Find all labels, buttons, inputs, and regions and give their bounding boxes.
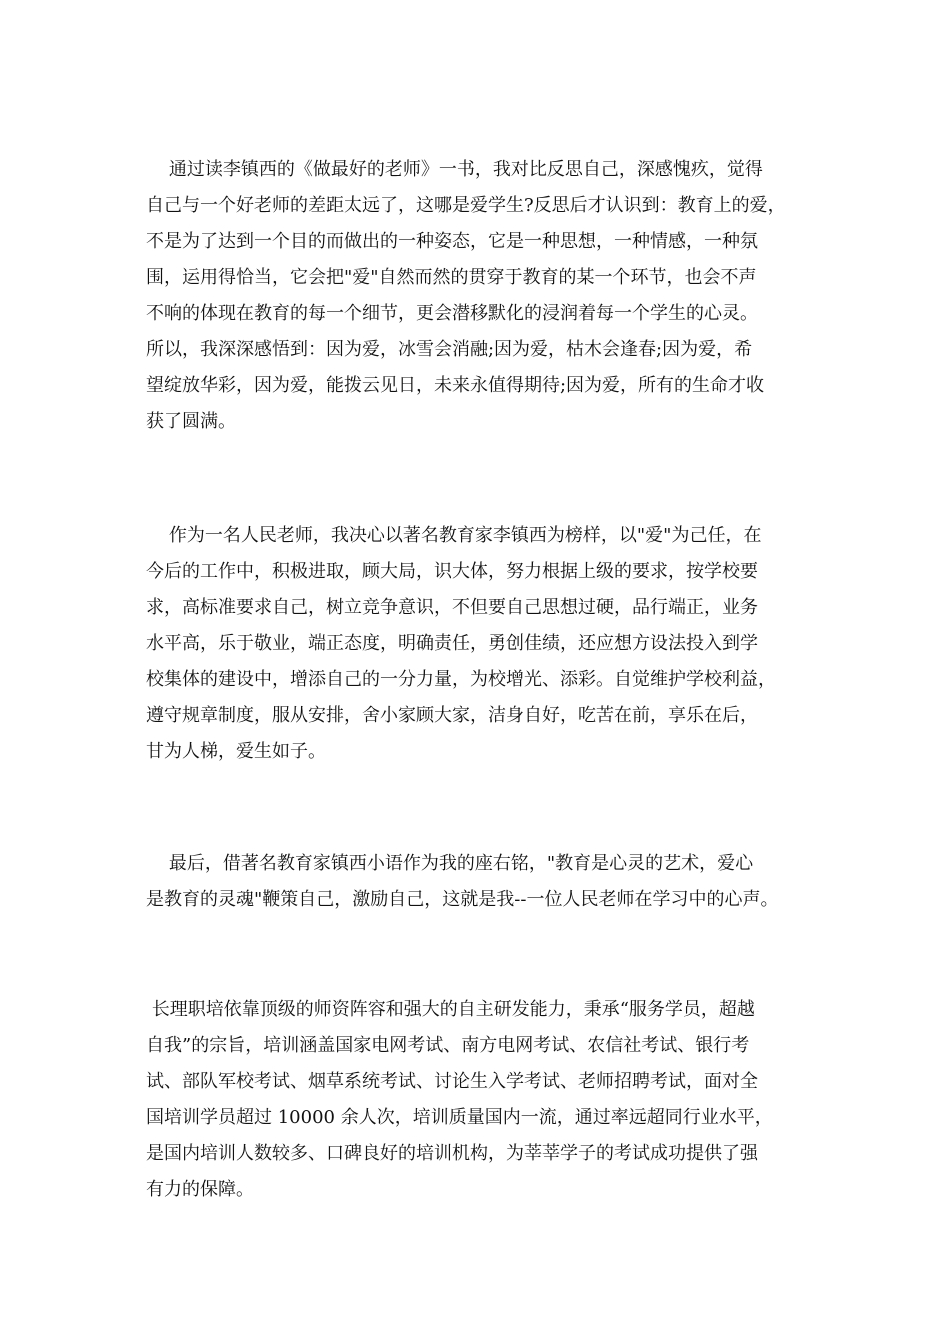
paragraph-advertisement (146, 992, 826, 1208)
text-line: 水平高，乐于敬业，端正态度，明确责任，勇创佳绩，还应想方设法投入到学 (146, 633, 758, 654)
paragraph-reflection (146, 152, 826, 440)
text-line: 作为一名人民老师，我决心以著名教育家李镇西为榜样，以"爱"为己任，在 (146, 525, 762, 546)
text-line: 今后的工作中，积极进取，顾大局，识大体，努力根据上级的要求，按学校要 (146, 561, 758, 582)
paragraph-motto (146, 846, 826, 918)
text-line: 所以，我深深感悟到：因为爱，冰雪会消融;因为爱，枯木会逢春;因为爱，希 (146, 339, 753, 360)
text-line: 获了圆满。 (146, 411, 236, 432)
text-line: 是国内培训人数较多、口碑良好的培训机构，为莘莘学子的考试成功提供了强 (146, 1143, 758, 1164)
text-line: 有力的保障。 (146, 1179, 254, 1200)
text-line: 是教育的灵魂"鞭策自己，激励自己，这就是我--一位人民老师在学习中的心声。 (146, 889, 779, 910)
text-line: 自我”的宗旨，培训涵盖国家电网考试、南方电网考试、农信社考试、银行考 (146, 1035, 750, 1056)
text-line: 通过读李镇西的《做最好的老师》一书，我对比反思自己，深感愧疚，觉得 (146, 159, 763, 180)
text-line: 试、部队军校考试、烟草系统考试、讨论生入学考试、老师招聘考试，面对全 (146, 1071, 758, 1092)
text-line: 不响的体现在教育的每一个细节，更会潜移默化的浸润着每一个学生的心灵。 (146, 303, 758, 324)
paragraph-resolution (146, 518, 826, 770)
text-line: 最后，借著名教育家镇西小语作为我的座右铭，"教育是心灵的艺术，爱心 (146, 853, 754, 874)
text-line: 望绽放华彩，因为爱，能拨云见日，未来永值得期待;因为爱，所有的生命才收 (146, 375, 765, 396)
text-line: 围，运用得恰当，它会把"爱"自然而然的贯穿于教育的某一个环节，也会不声 (146, 267, 757, 288)
text-line: 长理职培依靠顶级的师资阵容和强大的自主研发能力，秉承“服务学员，超越 (146, 999, 755, 1020)
text-line: 自己与一个好老师的差距太远了，这哪是爱学生?反思后才认识到：教育上的爱， (146, 195, 786, 216)
text-line: 求，高标准要求自己，树立竞争意识，不但要自己思想过硬，品行端正，业务 (146, 597, 758, 618)
text-line: 校集体的建设中，增添自己的一分力量，为校增光、添彩。自觉维护学校利益， (146, 669, 776, 690)
text-line: 不是为了达到一个目的而做出的一种姿态，它是一种思想，一种情感，一种氛 (146, 231, 758, 252)
text-line: 甘为人梯，爱生如子。 (146, 741, 326, 762)
text-line: 国培训学员超过 10000 余人次，培训质量国内一流，通过率远超同行业水平， (146, 1107, 773, 1128)
text-line: 遵守规章制度，服从安排，舍小家顾大家，洁身自好，吃苦在前，享乐在后， (146, 705, 758, 726)
